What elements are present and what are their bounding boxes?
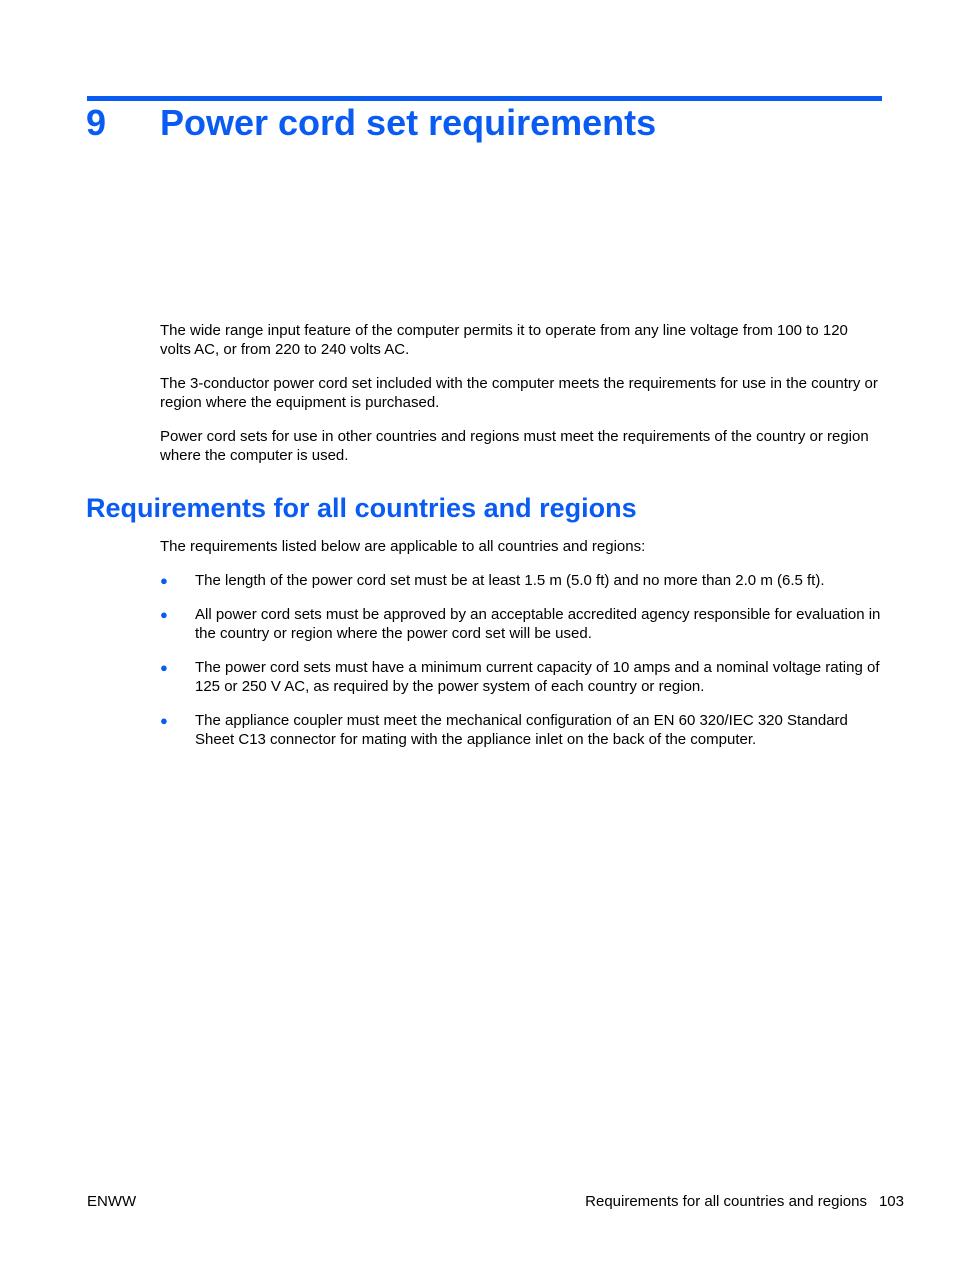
section-lead-paragraph: The requirements listed below are applicable to all countries and regions:: [160, 538, 646, 555]
footer-document-code: ENWW: [87, 1193, 137, 1210]
chapter-heading: [86, 101, 882, 145]
footer-page-number: 103: [878, 1193, 904, 1210]
footer-running-title: [585, 1192, 904, 1211]
chapter-number: 9: [86, 102, 107, 143]
chapter-title: Power cord set requirements: [160, 102, 657, 143]
intro-paragraph-2: The 3-conductor power cord set included with the computer meets the requirements for use in the country or region where the equipment is purchased.: [160, 375, 878, 411]
intro-paragraph-1: The wide range input feature of the computer permits it to operate from any line voltage from 100 to 120 volts AC, or from 220 to 240 volts AC.: [160, 322, 848, 358]
bullet-dot-icon: ●: [160, 573, 168, 588]
requirements-list: [160, 571, 882, 764]
requirement-text: The appliance coupler must meet the mechanical configuration of an EN 60 320/IEC 320 Standard Sheet C13 connector for mating with the appliance inlet on the back of the computer.: [195, 712, 848, 748]
bullet-dot-icon: ●: [160, 607, 168, 622]
requirement-item-capacity: [160, 658, 882, 696]
requirement-text: The power cord sets must have a minimum current capacity of 10 amps and a nominal voltage rating of 125 or 250 V AC, as required by the power system of each country or region.: [195, 659, 880, 695]
requirement-item-approval: [160, 605, 882, 643]
bullet-dot-icon: ●: [160, 713, 168, 728]
requirement-text: The length of the power cord set must be at least 1.5 m (5.0 ft) and no more than 2.0 m (6.5 ft).: [195, 572, 825, 589]
requirement-item-coupler: [160, 711, 882, 749]
intro-paragraph-3: Power cord sets for use in other countries and regions must meet the requirements of the country or region where the computer is used.: [160, 428, 869, 464]
bullet-dot-icon: ●: [160, 660, 168, 675]
section-heading: Requirements for all countries and regions: [86, 493, 637, 523]
requirement-text: All power cord sets must be approved by an acceptable accredited agency responsible for evaluation in the country or region where the power cord set will be used.: [195, 606, 881, 642]
requirement-item-length: [160, 571, 882, 590]
footer-section-name: Requirements for all countries and regions: [585, 1193, 867, 1210]
